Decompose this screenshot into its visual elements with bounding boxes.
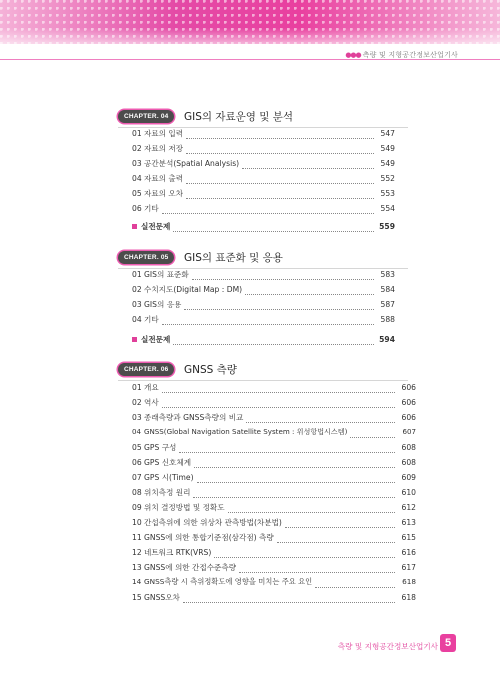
toc-label: 실전문제 — [141, 222, 171, 231]
toc-label: GPS 신호체계 — [144, 458, 192, 467]
toc-number: 04 — [132, 174, 142, 183]
toc-number: 15 — [132, 593, 142, 602]
toc-entry[interactable] — [132, 472, 416, 487]
toc-entry[interactable] — [132, 397, 416, 412]
dot-leader — [162, 392, 395, 393]
chapter-title: GIS의 표준화 및 응용 — [184, 252, 283, 264]
toc-page: 609 — [401, 473, 416, 482]
dot-leader — [173, 231, 374, 232]
chapter-05-section — [118, 250, 408, 344]
toc-label: 기타 — [144, 204, 159, 213]
dot-leader — [228, 512, 395, 513]
toc-label: 자료의 저장 — [144, 144, 184, 153]
toc-label: 위치측정 원리 — [144, 488, 191, 497]
toc-label: GIS의 표준화 — [144, 270, 189, 279]
toc-entry[interactable] — [132, 487, 416, 502]
toc-number: 06 — [132, 204, 142, 213]
toc-entry[interactable] — [132, 158, 395, 173]
toc-label: GPS 시(Time) — [144, 473, 194, 482]
toc-page: 613 — [401, 518, 416, 527]
toc-label: 종래측량과 GNSS측량의 비교 — [144, 413, 244, 422]
toc-page: 612 — [401, 503, 416, 512]
square-bullet-icon — [132, 224, 137, 229]
toc-label: 위치 결정방법 및 정확도 — [144, 503, 225, 512]
page-number: 5 — [440, 634, 456, 652]
toc-page: 594 — [379, 335, 395, 344]
toc-number: 04 — [132, 315, 142, 324]
toc-page: 606 — [401, 383, 416, 392]
toc-page: 553 — [380, 189, 395, 198]
toc-entry[interactable] — [132, 284, 395, 299]
dot-leader — [246, 422, 395, 423]
toc-number: 02 — [132, 144, 142, 153]
footer-title: 측량 및 지형공간정보산업기사 — [337, 642, 438, 651]
toc-number: 10 — [132, 518, 142, 527]
toc-page: 608 — [401, 443, 416, 452]
dot-leader — [162, 407, 395, 408]
toc-list — [132, 269, 395, 349]
toc-label: GPS 구성 — [144, 443, 177, 452]
toc-label: 실전문제 — [141, 335, 171, 344]
chapter-title: GIS의 자료운영 및 분석 — [184, 111, 294, 123]
toc-page: 608 — [401, 458, 416, 467]
toc-number: 05 — [132, 189, 142, 198]
toc-label: 간섭측위에 의한 위상차 관측방법(차분법) — [144, 518, 282, 527]
toc-number: 02 — [132, 285, 142, 294]
toc-number: 12 — [132, 548, 142, 557]
chapter-rule — [118, 380, 408, 381]
toc-number: 11 — [132, 533, 142, 542]
dot-leader — [239, 572, 395, 573]
toc-number: 03 — [132, 159, 142, 168]
toc-label: 자료의 입력 — [144, 129, 184, 138]
toc-page: 584 — [380, 285, 395, 294]
chapter-title: GNSS 측량 — [184, 364, 237, 376]
toc-page: 606 — [401, 398, 416, 407]
toc-entry[interactable] — [132, 547, 416, 562]
toc-entry[interactable] — [132, 412, 416, 427]
dot-leader — [162, 213, 374, 214]
toc-number: 01 — [132, 129, 142, 138]
toc-label: GNSS측량 시 측위정확도에 영향을 미치는 주요 요인 — [144, 577, 313, 586]
toc-number: 07 — [132, 473, 142, 482]
chapter-04-section — [118, 109, 408, 231]
toc-label: GNSS에 의한 통합기준점(삼각점) 측량 — [144, 533, 274, 542]
toc-entry[interactable] — [132, 382, 416, 397]
toc-entry[interactable] — [132, 128, 395, 143]
toc-page: 606 — [401, 413, 416, 422]
chapter-06-section — [118, 362, 416, 602]
toc-page: 559 — [379, 222, 395, 231]
dot-leader — [242, 168, 374, 169]
toc-entry[interactable] — [132, 427, 416, 442]
toc-page: 549 — [380, 144, 395, 153]
toc-entry[interactable] — [132, 502, 416, 517]
toc-page: 615 — [401, 533, 416, 542]
toc-label: 공간분석(Spatial Analysis) — [144, 159, 240, 168]
toc-number: 01 — [132, 383, 142, 392]
toc-number: 14 — [132, 577, 142, 586]
chapter-header — [118, 362, 408, 378]
toc-page: 607 — [402, 427, 416, 436]
toc-entry[interactable] — [132, 203, 395, 218]
toc-page: 618 — [401, 593, 416, 602]
chapter-badge: CHAPTER. 05 — [118, 251, 174, 264]
toc-number: 13 — [132, 563, 142, 572]
toc-entry[interactable] — [132, 442, 416, 457]
dot-leader — [186, 198, 374, 199]
dot-leader — [173, 344, 374, 345]
toc-label: 역사 — [144, 398, 159, 407]
toc-entry[interactable] — [132, 269, 395, 284]
dot-leader — [214, 557, 395, 558]
toc-list — [132, 382, 416, 607]
toc-entry[interactable] — [132, 562, 416, 577]
toc-entry[interactable] — [132, 143, 395, 158]
top-decorative-banner — [0, 0, 500, 44]
toc-practice-entry[interactable] — [132, 221, 395, 236]
toc-number: 05 — [132, 443, 142, 452]
toc-entry[interactable] — [132, 592, 416, 607]
dot-leader — [350, 437, 395, 438]
toc-number: 06 — [132, 458, 142, 467]
toc-number: 04 — [132, 427, 142, 436]
toc-label: 자료의 오차 — [144, 189, 184, 198]
toc-label: GNSS에 의한 간접수준측량 — [144, 563, 237, 572]
dot-leader — [186, 183, 374, 184]
toc-number: 03 — [132, 300, 142, 309]
toc-label: 기타 — [144, 315, 159, 324]
toc-number: 09 — [132, 503, 142, 512]
chapter-header — [118, 109, 408, 125]
toc-list — [132, 128, 395, 236]
toc-label: GIS의 응용 — [144, 300, 182, 309]
dot-leader — [285, 527, 395, 528]
toc-page: 583 — [380, 270, 395, 279]
toc-entry[interactable] — [132, 577, 416, 592]
toc-label: GNSS(Global Navigation Satellite System : 위성항법시스템) — [144, 427, 348, 436]
chapter-badge: CHAPTER. 06 — [118, 363, 174, 376]
toc-page: 587 — [380, 300, 395, 309]
dot-leader — [179, 452, 395, 453]
toc-number: 02 — [132, 398, 142, 407]
dot-leader — [186, 153, 374, 154]
toc-entry[interactable] — [132, 173, 395, 188]
toc-label: GNSS오차 — [144, 593, 180, 602]
toc-practice-entry[interactable] — [132, 334, 395, 349]
dot-leader — [162, 324, 374, 325]
dot-leader — [186, 138, 374, 139]
chapter-header — [118, 250, 408, 266]
toc-entry[interactable] — [132, 299, 395, 314]
toc-entry[interactable] — [132, 517, 416, 532]
toc-page: 552 — [380, 174, 395, 183]
toc-page: 618 — [402, 577, 416, 586]
dot-leader — [197, 482, 395, 483]
chapter-badge: CHAPTER. 04 — [118, 110, 174, 123]
toc-number: 08 — [132, 488, 142, 497]
toc-number: 01 — [132, 270, 142, 279]
toc-page: 547 — [380, 129, 395, 138]
toc-page: 554 — [380, 204, 395, 213]
toc-number: 03 — [132, 413, 142, 422]
dot-leader — [194, 467, 395, 468]
dot-leader — [184, 309, 374, 310]
dot-leader — [193, 497, 395, 498]
toc-page: 610 — [401, 488, 416, 497]
dot-leader — [315, 587, 395, 588]
square-bullet-icon — [132, 337, 137, 342]
toc-entry[interactable] — [132, 314, 395, 329]
toc-label: 자료의 출력 — [144, 174, 184, 183]
dot-leader — [277, 542, 395, 543]
toc-entry[interactable] — [132, 457, 416, 472]
toc-entry[interactable] — [132, 532, 416, 547]
toc-page: 617 — [401, 563, 416, 572]
running-head-text: 측량 및 지형공간정보산업기사 — [362, 51, 458, 59]
toc-page: 616 — [401, 548, 416, 557]
toc-page: 549 — [380, 159, 395, 168]
dot-leader — [192, 279, 374, 280]
bullet-dots-icon: ●●● — [345, 51, 361, 59]
toc-label: 수치지도(Digital Map : DM) — [144, 285, 243, 294]
dot-leader — [245, 294, 374, 295]
toc-page: 588 — [380, 315, 395, 324]
dot-leader — [183, 602, 395, 603]
toc-entry[interactable] — [132, 188, 395, 203]
toc-label: 네트워크 RTK(VRS) — [144, 548, 212, 557]
header-rule — [0, 59, 500, 60]
toc-label: 개요 — [144, 383, 159, 392]
